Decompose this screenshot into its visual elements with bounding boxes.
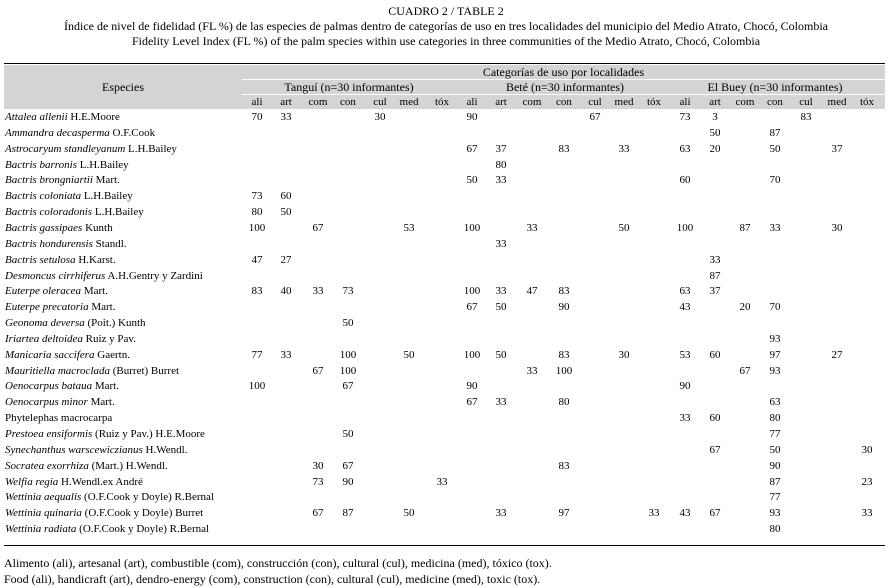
species-genus: Bactris barronis — [5, 158, 78, 171]
fl-value-cell: 50 — [466, 174, 478, 187]
fl-value-cell: 50 — [769, 142, 781, 155]
category-header: art — [280, 96, 292, 108]
species-name — [5, 222, 113, 235]
species-name — [5, 396, 115, 409]
fl-value-cell: 33 — [861, 507, 873, 520]
fl-value-cell: 33 — [648, 507, 660, 520]
fl-value-cell: 37 — [831, 142, 843, 155]
species-author: Gaertn. — [94, 348, 130, 361]
species-author: Mart. — [92, 380, 119, 393]
fl-value-cell: 87 — [709, 269, 721, 282]
fl-value-cell: 100 — [339, 348, 357, 361]
fl-value-cell: 60 — [679, 174, 691, 187]
species-author: L.H.Bailey — [92, 206, 144, 219]
fl-value-cell: 50 — [495, 301, 507, 314]
fl-value-cell: 83 — [558, 348, 570, 361]
category-header: ali — [466, 96, 478, 108]
species-name — [5, 523, 209, 536]
fl-value-cell: 60 — [709, 412, 721, 425]
locality-header-tangui: Tanguí (n=30 informantes) — [284, 80, 414, 94]
fl-value-cell: 100 — [555, 364, 573, 377]
fl-value-cell: 73 — [312, 475, 324, 488]
species-author: A.H.Gentry y Zardini — [105, 269, 203, 282]
species-genus: Socratea exorrhiza — [5, 459, 89, 472]
fl-value-cell: 33 — [436, 475, 448, 488]
fl-value-cell: 47 — [526, 285, 538, 298]
footnote-english: Food (ali), handicraft (art), dendro-energy (com), construction (con), cultural (cul), medicine (med), toxic (tox). — [4, 572, 541, 586]
fl-value-cell: 30 — [312, 459, 324, 472]
table-bottom-rule — [4, 545, 885, 546]
table-caption-spanish: Índice de nivel de fidelidad (FL %) de las especies de palmas dentro de categorías de uso en tres localidades del municipio del Medio Atrato, Chocó, Colombia — [64, 19, 828, 33]
fl-value-cell: 50 — [403, 348, 415, 361]
fl-value-cell: 100 — [463, 285, 481, 298]
fl-value-cell: 67 — [466, 396, 478, 409]
fl-value-cell: 70 — [769, 174, 781, 187]
fl-value-cell: 70 — [251, 111, 263, 123]
species-name — [5, 365, 179, 378]
fl-value-cell: 87 — [769, 126, 781, 139]
fl-value-cell: 67 — [312, 364, 324, 377]
species-genus: Euterpe precatoria — [5, 301, 89, 314]
species-genus: Attalea allenii — [5, 111, 68, 123]
fl-value-cell: 20 — [739, 301, 751, 314]
category-header: con — [767, 96, 783, 108]
fl-value-cell: 67 — [589, 111, 601, 123]
fl-value-cell: 33 — [526, 221, 538, 234]
species-author: (Burret) Burret — [110, 364, 180, 377]
category-header: med — [614, 96, 634, 108]
species-name — [5, 444, 187, 457]
category-header: med — [827, 96, 847, 108]
fl-value-cell: 37 — [495, 142, 507, 155]
category-header: med — [399, 96, 419, 108]
category-header: con — [556, 96, 572, 108]
species-genus: Geonoma deversa — [5, 317, 85, 330]
species-name — [5, 127, 155, 140]
species-author: Mart. — [88, 301, 116, 314]
fl-value-cell: 90 — [466, 380, 478, 393]
species-name — [5, 254, 116, 267]
species-author: Mart. — [87, 396, 115, 409]
category-header: com — [308, 96, 328, 108]
species-genus: Bactris setulosa — [5, 253, 76, 266]
fl-value-cell: 63 — [769, 396, 781, 409]
table-top-rule — [4, 63, 885, 64]
fl-value-cell: 30 — [861, 443, 873, 456]
species-name — [5, 507, 203, 520]
fl-value-cell: 67 — [466, 301, 478, 314]
fl-value-cell: 43 — [679, 507, 691, 520]
species-author: H.Wendl. — [142, 443, 188, 456]
fl-value-cell: 33 — [495, 396, 507, 409]
species-genus: Ammandra decasperma — [5, 126, 110, 139]
category-header: tóx — [434, 96, 450, 108]
fl-value-cell: 37 — [709, 285, 721, 298]
category-header: con — [340, 96, 356, 108]
species-name — [5, 333, 136, 346]
fl-value-cell: 77 — [769, 491, 781, 504]
category-header: tóx — [859, 96, 875, 108]
species-genus: Bactris coloniata — [5, 190, 82, 203]
species-name — [5, 460, 168, 473]
species-author: Standl. — [92, 237, 127, 250]
fl-value-cell: 73 — [251, 190, 263, 203]
fl-value-cell: 67 — [312, 507, 324, 520]
category-header: cul — [588, 96, 602, 108]
fl-value-cell: 77 — [251, 348, 263, 361]
species-author: O.F.Cook — [109, 126, 156, 139]
fl-value-cell: 43 — [679, 301, 691, 314]
category-header: cul — [799, 96, 813, 108]
species-genus: Wettinia radiata — [5, 523, 77, 536]
species-author: Kunth — [82, 221, 113, 234]
fl-value-cell: 73 — [342, 285, 354, 298]
fl-value-cell: 50 — [342, 317, 354, 330]
species-genus: Astrocaryum standleyanum — [5, 142, 126, 155]
fl-value-cell: 63 — [679, 142, 691, 155]
species-author: Mart. — [81, 285, 108, 298]
fl-value-cell: 33 — [618, 142, 630, 155]
category-header: com — [522, 96, 542, 108]
fl-value-cell: 40 — [280, 285, 292, 298]
fl-value-cell: 27 — [280, 253, 292, 266]
fl-value-cell: 97 — [558, 507, 570, 520]
species-author: (Mart.) H.Wendl. — [88, 459, 168, 472]
fl-value-cell: 30 — [618, 348, 630, 361]
species-genus: Bactris brongniartii — [5, 174, 93, 187]
fl-value-cell: 50 — [618, 221, 630, 234]
fl-value-cell: 80 — [251, 206, 263, 219]
fl-value-cell: 83 — [251, 285, 263, 298]
fl-value-cell: 90 — [342, 475, 354, 488]
table-caption-english: Fidelity Level Index (FL %) of the palm species within use categories in three communities of the Medio Atrato, Chocó, Colombia — [131, 34, 761, 48]
category-header: art — [495, 96, 507, 108]
fl-value-cell: 67 — [466, 142, 478, 155]
fl-value-cell: 90 — [679, 380, 691, 393]
fl-value-cell: 83 — [558, 142, 570, 155]
species-name — [5, 206, 144, 219]
species-author: (O.F.Cook y Doyle) R.Bernal — [76, 523, 210, 536]
fl-value-cell: 33 — [769, 221, 781, 234]
fl-value-cell: 33 — [312, 285, 324, 298]
fl-value-cell: 50 — [709, 126, 721, 139]
species-genus: Bactris gassipaes — [5, 221, 83, 234]
fl-value-cell: 33 — [679, 412, 691, 425]
fl-value-cell: 60 — [280, 190, 292, 203]
fl-value-cell: 67 — [739, 364, 751, 377]
fl-value-cell: 87 — [739, 221, 751, 234]
species-author: Mart. — [92, 174, 120, 187]
species-author: H.E.Moore — [67, 111, 120, 123]
fl-value-cell: 3 — [712, 111, 718, 123]
fl-value-cell: 97 — [769, 348, 781, 361]
category-header: com — [735, 96, 755, 108]
fl-value-cell: 100 — [248, 380, 266, 393]
category-header: ali — [679, 96, 691, 108]
fl-value-cell: 70 — [769, 301, 781, 314]
fl-value-cell: 83 — [558, 459, 570, 472]
species-author: L.H.Bailey — [77, 158, 129, 171]
fl-value-cell: 83 — [558, 285, 570, 298]
footnote-spanish: Alimento (ali), artesanal (art), combustible (com), construcción (con), cultural (cul), medicina (med), tóxico (tox). — [4, 556, 552, 570]
fl-value-cell: 100 — [248, 221, 266, 234]
fl-value-cell: 47 — [251, 253, 263, 266]
locality-header-bete: Beté (n=30 informantes) — [505, 80, 625, 94]
category-header: cul — [373, 96, 387, 108]
locality-header-el-buey: El Buey (n=30 informantes) — [707, 80, 843, 94]
species-author: (Ruiz y Pav.) H.E.Moore — [92, 428, 205, 440]
fl-value-cell: 80 — [769, 412, 781, 425]
species-name — [5, 412, 112, 425]
fl-value-cell: 80 — [558, 396, 570, 409]
species-genus: Welfia regia — [5, 475, 59, 488]
fl-value-cell: 83 — [800, 111, 812, 123]
species-author: H.Wendl.ex André — [58, 475, 143, 488]
fl-value-cell: 50 — [280, 206, 292, 219]
species-genus: Wettinia aequalis — [5, 491, 82, 504]
fl-value-cell: 33 — [526, 364, 538, 377]
species-author: H.Karst. — [75, 253, 116, 266]
fl-value-cell: 77 — [769, 428, 781, 440]
fl-value-cell: 93 — [769, 507, 781, 520]
species-name — [5, 143, 177, 156]
fl-value-cell: 67 — [312, 221, 324, 234]
fl-value-cell: 50 — [495, 348, 507, 361]
fl-value-cell: 30 — [831, 221, 843, 234]
species-genus: Synechanthus warscewiczianus — [5, 443, 143, 456]
fl-value-cell: 33 — [495, 507, 507, 520]
species-name — [5, 428, 205, 441]
species-name — [5, 317, 146, 330]
species-genus: Oenocarpus bataua — [5, 380, 93, 393]
fl-value-cell: 33 — [495, 237, 507, 250]
species-genus: Mauritiella macroclada — [5, 364, 110, 377]
fl-value-cell: 90 — [769, 459, 781, 472]
fl-value-cell: 93 — [769, 364, 781, 377]
fl-value-cell: 20 — [709, 142, 721, 155]
species-genus: Bactris coloradonis — [5, 206, 93, 219]
fl-value-cell: 100 — [676, 221, 694, 234]
fl-value-cell: 80 — [769, 523, 781, 536]
fl-value-cell: 93 — [769, 332, 781, 345]
species-name — [5, 285, 108, 298]
fl-value-cell: 33 — [495, 285, 507, 298]
fl-value-cell: 53 — [403, 221, 415, 234]
fl-value-cell: 90 — [558, 301, 570, 314]
species-name — [5, 174, 120, 187]
fl-value-cell: 100 — [463, 348, 481, 361]
category-header: art — [709, 96, 721, 108]
species-name — [5, 238, 127, 251]
table-caption-number: CUADRO 2 / TABLE 2 — [388, 4, 504, 18]
species-genus: Iriartea deltoidea — [5, 332, 83, 345]
fl-value-cell: 33 — [709, 253, 721, 266]
fl-value-cell: 67 — [709, 443, 721, 456]
species-author: (Poit.) Kunth — [84, 317, 146, 330]
category-header: ali — [251, 96, 263, 108]
fl-value-cell: 73 — [679, 111, 691, 123]
species-name — [5, 491, 214, 504]
species-genus: Euterpe oleracea — [5, 285, 82, 298]
species-genus: Manicaria saccifera — [5, 348, 95, 361]
fl-value-cell: 80 — [495, 158, 507, 171]
species-author: (O.F.Cook y Doyle) Burret — [81, 507, 204, 520]
fl-value-cell: 30 — [374, 111, 386, 123]
species-name — [5, 190, 133, 203]
category-header: tóx — [646, 96, 662, 108]
fl-value-cell: 33 — [280, 111, 292, 123]
fl-value-cell: 33 — [495, 174, 507, 187]
species-genus: Prestoea ensiformis — [5, 428, 93, 440]
species-author: L.H.Bailey — [81, 190, 133, 203]
fl-value-cell: 63 — [679, 285, 691, 298]
fl-value-cell: 67 — [342, 380, 354, 393]
species-column-header: Especies — [102, 80, 144, 94]
species-genus: Oenocarpus minor — [5, 396, 88, 409]
species-name — [5, 270, 203, 283]
fl-value-cell: 50 — [342, 428, 354, 440]
fl-value-cell: 90 — [466, 111, 478, 123]
species-author: Phytelephas macrocarpa — [5, 412, 113, 425]
fl-value-cell: 33 — [280, 348, 292, 361]
species-genus: Bactris hondurensis — [5, 237, 93, 250]
fl-value-cell: 67 — [342, 459, 354, 472]
fl-value-cell: 67 — [709, 507, 721, 520]
species-name — [5, 301, 116, 314]
species-author: Ruiz y Pav. — [82, 332, 136, 345]
fl-value-cell: 27 — [831, 348, 843, 361]
fl-value-cell: 60 — [709, 348, 721, 361]
fl-value-cell: 50 — [403, 507, 415, 520]
fl-value-cell: 87 — [769, 475, 781, 488]
species-name — [5, 380, 119, 393]
fl-value-cell: 100 — [463, 221, 481, 234]
fl-value-cell: 87 — [342, 507, 354, 520]
use-categories-header: Categorías de uso por localidades — [482, 65, 645, 79]
fl-value-cell: 53 — [679, 348, 691, 361]
species-name — [5, 349, 130, 362]
species-author: L.H.Bailey — [125, 142, 177, 155]
species-genus: Desmoncus cirrhiferus — [5, 269, 106, 282]
species-name — [5, 159, 129, 172]
fl-value-cell: 50 — [769, 443, 781, 456]
species-genus: Wettinia quinaria — [5, 507, 82, 520]
species-name — [5, 111, 120, 124]
species-author: (O.F.Cook y Doyle) R.Bernal — [81, 491, 214, 504]
fl-value-cell: 100 — [339, 364, 357, 377]
species-name — [5, 476, 143, 489]
fl-value-cell: 23 — [861, 475, 873, 488]
